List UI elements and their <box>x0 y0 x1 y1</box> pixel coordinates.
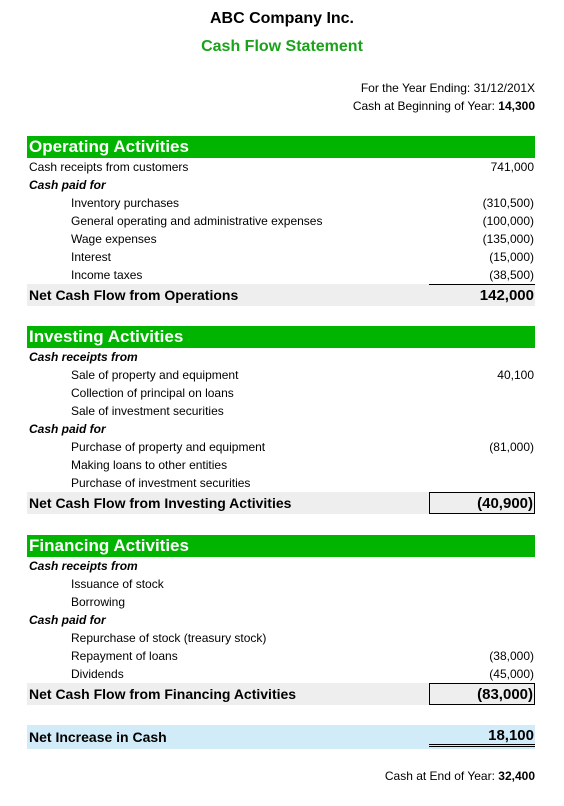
row-amount: (81,000) <box>489 440 534 454</box>
table-row <box>27 665 535 683</box>
subheading: Cash receipts from <box>29 559 138 573</box>
row-label: Making loans to other entities <box>71 458 228 472</box>
row-amount: (15,000) <box>489 250 534 264</box>
financing-receipts-row <box>27 557 535 575</box>
row-amount: (38,500) <box>489 268 534 282</box>
cash-begin-label: Cash at Beginning of Year: <box>352 99 495 113</box>
row-label: Inventory purchases <box>71 196 180 210</box>
investing-heading: Investing Activities <box>27 326 535 348</box>
table-row <box>27 438 535 456</box>
row-amount: (100,000) <box>482 214 534 228</box>
table-row <box>27 384 535 402</box>
total-label: Net Cash Flow from Investing Activities <box>29 495 292 511</box>
year-ending-value: 31/12/201X <box>473 81 535 95</box>
table-row <box>27 575 535 593</box>
subheading: Cash paid for <box>29 178 106 192</box>
row-label: Repurchase of stock (treasury stock) <box>71 631 267 645</box>
financing-heading: Financing Activities <box>27 535 535 557</box>
company-name: ABC Company Inc. <box>209 10 354 27</box>
row-label: Sale of property and equipment <box>71 368 239 382</box>
table-row <box>27 266 535 284</box>
financing-section <box>27 535 535 705</box>
operating-receipts-row <box>27 158 535 176</box>
operating-total-row <box>27 284 535 306</box>
operating-section <box>27 136 535 306</box>
total-amount: (40,900) <box>429 492 535 514</box>
statement-title: Cash Flow Statement <box>201 38 363 55</box>
table-row <box>27 629 535 647</box>
table-row <box>27 647 535 665</box>
row-label: Cash receipts from customers <box>29 160 189 174</box>
row-label: Wage expenses <box>71 232 157 246</box>
cash-end-value: 32,400 <box>498 769 535 783</box>
net-increase-amount: 18,100 <box>429 725 535 747</box>
cash-end-line <box>385 769 535 783</box>
row-amount: (45,000) <box>489 667 534 681</box>
net-increase-row <box>27 725 535 749</box>
total-label: Net Cash Flow from Financing Activities <box>29 686 297 702</box>
row-label: Issuance of stock <box>71 577 164 591</box>
row-amount: 741,000 <box>490 160 534 174</box>
table-row <box>27 248 535 266</box>
net-increase-label: Net Increase in Cash <box>29 729 167 745</box>
row-amount: (135,000) <box>482 232 534 246</box>
row-label: Purchase of property and equipment <box>71 440 266 454</box>
table-row <box>27 194 535 212</box>
year-ending-line <box>361 81 535 95</box>
table-row <box>27 593 535 611</box>
investing-receipts-row <box>27 348 535 366</box>
investing-paid-row <box>27 420 535 438</box>
row-amount: 40,100 <box>497 368 534 382</box>
row-label: Borrowing <box>71 595 126 609</box>
subheading: Cash paid for <box>29 422 106 436</box>
row-label: Repayment of loans <box>71 649 178 663</box>
table-row <box>27 474 535 492</box>
total-label: Net Cash Flow from Operations <box>29 287 239 303</box>
row-amount: (310,500) <box>482 196 534 210</box>
subheading: Cash receipts from <box>29 350 138 364</box>
row-amount: (38,000) <box>489 649 534 663</box>
subheading: Cash paid for <box>29 613 106 627</box>
table-row <box>27 230 535 248</box>
row-label: Interest <box>71 250 112 264</box>
row-label: Collection of principal on loans <box>71 386 234 400</box>
total-amount: 142,000 <box>429 284 535 306</box>
table-row <box>27 402 535 420</box>
row-label: Sale of investment securities <box>71 404 224 418</box>
operating-heading: Operating Activities <box>27 136 535 158</box>
table-row <box>27 212 535 230</box>
investing-total-row <box>27 492 535 514</box>
table-row <box>27 366 535 384</box>
total-amount: (83,000) <box>429 683 535 705</box>
row-label: Dividends <box>71 667 124 681</box>
row-label: Purchase of investment securities <box>71 476 251 490</box>
row-label: Income taxes <box>71 268 143 282</box>
cash-begin-value: 14,300 <box>498 99 535 113</box>
cash-begin-line <box>353 99 535 113</box>
operating-paid-row <box>27 176 535 194</box>
financing-paid-row <box>27 611 535 629</box>
row-label: General operating and administrative expenses <box>71 214 323 228</box>
cash-end-label: Cash at End of Year: <box>384 769 495 783</box>
table-row <box>27 456 535 474</box>
year-ending-label: For the Year Ending: <box>360 81 471 95</box>
investing-section <box>27 326 535 514</box>
financing-total-row <box>27 683 535 705</box>
